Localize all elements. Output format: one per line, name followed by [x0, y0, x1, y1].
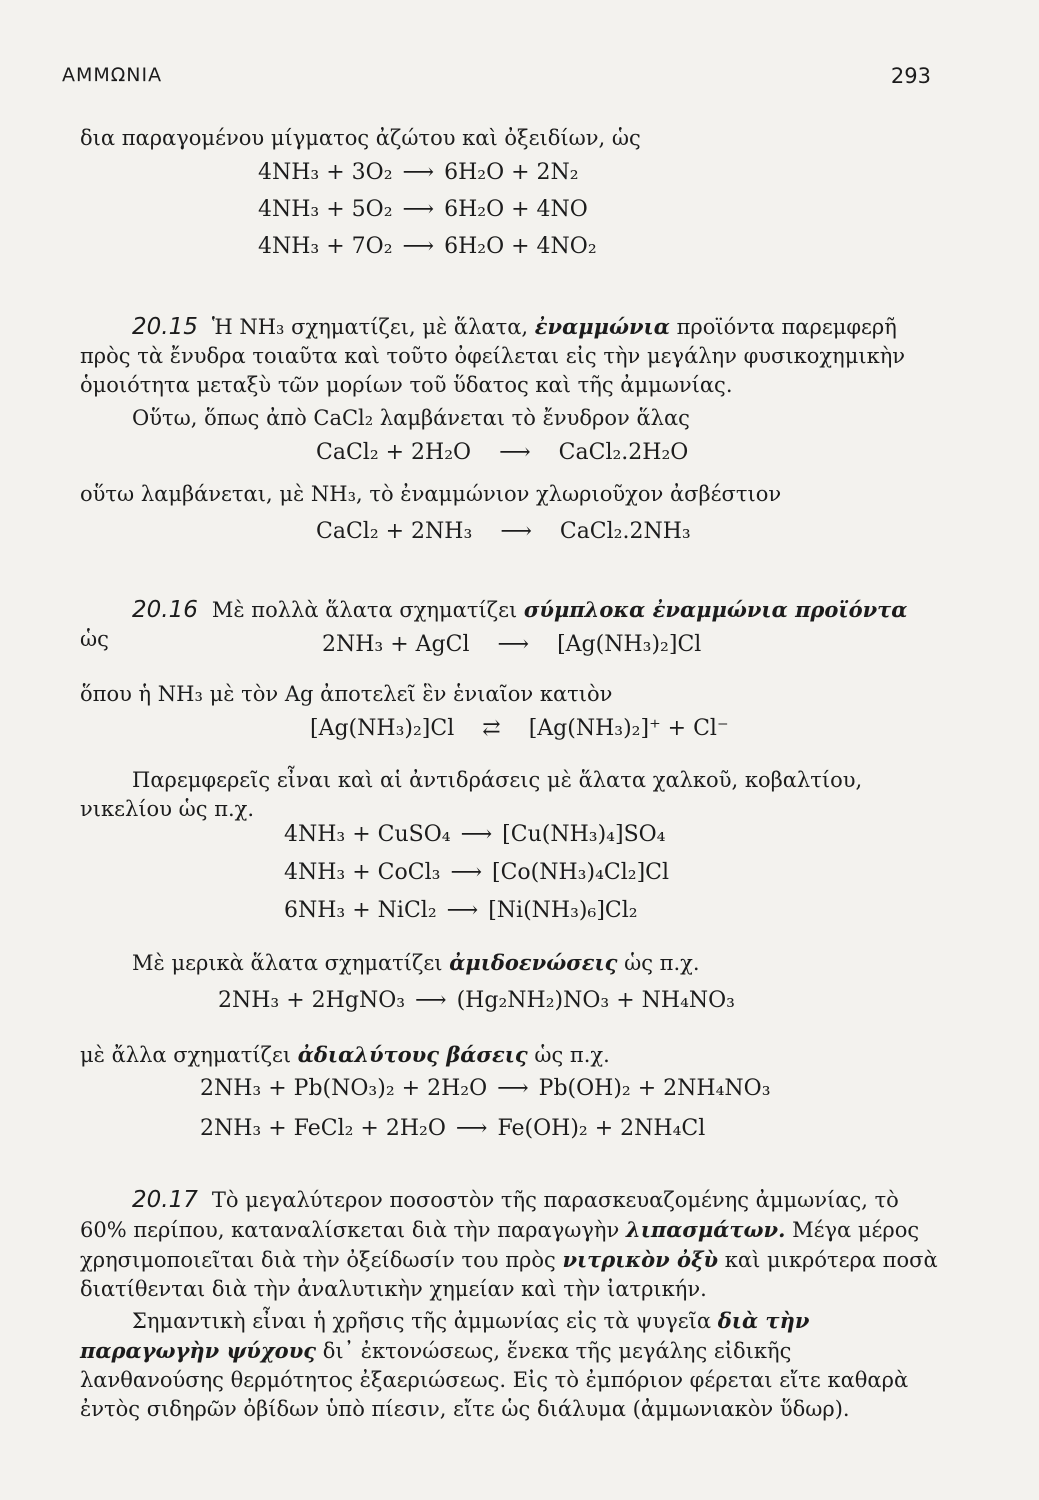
- equation: 4NH₃ + CuSO₄ ⟶ [Cu(NH₃)₄]SO₄: [284, 822, 666, 847]
- equation: 4NH₃ + 7O₂ ⟶ 6H₂O + 4NO₂: [258, 234, 597, 259]
- paragraph: Παρεμφερεῖς εἶναι καὶ αἱ ἀντιδράσεις μὲ ἅλατα χαλκοῦ, κοβαλτίου, νικελίου ὡς π.χ.: [80, 768, 863, 821]
- page-number: 293: [890, 64, 931, 88]
- equation: CaCl₂ + 2H₂O ⟶ CaCl₂.2H₂O: [316, 440, 689, 465]
- equation: 2NH₃ + Pb(NO₃)₂ + 2H₂O ⟶ Pb(OH)₂ + 2NH₄NO₃: [200, 1076, 771, 1101]
- section-number: 20.17: [132, 1187, 198, 1213]
- equation: 4NH₃ + CoCl₃ ⟶ [Co(NH₃)₄Cl₂]Cl: [284, 860, 670, 885]
- section-20-15-paragraph: 20.15 Ἡ NH₃ σχηματίζει, μὲ ἅλατα, ἐναμμώνια προϊόντα παρεμφερῆ πρὸς τὰ ἔνυδρα τοιαῦτα καὶ τοῦτο ὀφείλεται εἰς τὴν μεγάλην φυσικοχημικὴν ὁμοιότητα μεταξὺ τῶν μορίων τοῦ ὕδατος καὶ τῆς ἀμμωνίας.: [80, 314, 906, 397]
- paragraph: Σημαντικὴ εἶναι ἡ χρῆσις τῆς ἀμμωνίας εἰς τὰ ψυγεῖα διὰ τὴν παραγωγὴν ψύχους δι᾽ ἐκτονώσεως, ἕνεκα τῆς μεγάλης εἰδικῆς λανθανούσης θερμότητος ἐξαεριώσεως. Εἰς τὸ ἐμπόριον φέρεται εἴτε καθαρὰ ἐντὸς σιδηρῶν ὀβίδων ὑπὸ πίεσιν, εἴτε ὡς διάλυμα (ἀμμωνιακὸν ὕδωρ).: [80, 1308, 909, 1421]
- paragraph: Μὲ μερικὰ ἅλατα σχηματίζει ἀμιδοενώσεις ὡς π.χ.: [132, 950, 700, 975]
- equation: 2NH₃ + 2HgNO₃ ⟶ (Hg₂NH₂)NO₃ + NH₄NO₃: [218, 988, 735, 1013]
- equation: [Ag(NH₃)₂]Cl ⇄ [Ag(NH₃)₂]⁺ + Cl⁻: [310, 716, 729, 741]
- paragraph: Οὕτω, ὅπως ἀπὸ CaCl₂ λαμβάνεται τὸ ἔνυδρον ἅλας: [132, 406, 690, 430]
- equation: 2NH₃ + FeCl₂ + 2H₂O ⟶ Fe(OH)₂ + 2NH₄Cl: [200, 1116, 706, 1141]
- section-20-17-paragraph: 20.17 Τὸ μεγαλύτερον ποσοστὸν τῆς παρασκευαζομένης ἀμμωνίας, τὸ 60% περίπου, καταναλίσκεται διὰ τὴν παραγωγὴν λιπασμάτων. Μέγα μέρος χρησιμοποιεῖται διὰ τὴν ὀξείδωσίν του πρὸς νιτρικὸν ὀξὺ καὶ μικρότερα ποσὰ διατίθενται διὰ τὴν ἀναλυτικὴν χημείαν καὶ τὴν ἰατρικήν.: [80, 1187, 938, 1301]
- section-number: 20.15: [132, 314, 198, 340]
- intro-line: δια παραγομένου μίγματος ἀζώτου καὶ ὀξειδίων, ὡς: [80, 126, 641, 150]
- paragraph: οὕτω λαμβάνεται, μὲ NH₃, τὸ ἐναμμώνιον χλωριοῦχον ἀσβέστιον: [80, 482, 782, 506]
- equation: 2NH₃ + AgCl ⟶ [Ag(NH₃)₂]Cl: [322, 632, 702, 657]
- paragraph: μὲ ἄλλα σχηματίζει ἀδιαλύτους βάσεις ὡς π.χ.: [80, 1042, 610, 1067]
- equation: CaCl₂ + 2NH₃ ⟶ CaCl₂.2NH₃: [316, 519, 691, 544]
- equation: 6NH₃ + NiCl₂ ⟶ [Ni(NH₃)₆]Cl₂: [284, 898, 638, 923]
- paragraph: ὅπου ἡ NH₃ μὲ τὸν Ag ἀποτελεῖ ἓν ἑνιαῖον κατιὸν: [80, 682, 613, 706]
- equation: 4NH₃ + 3O₂ ⟶ 6H₂O + 2N₂: [258, 160, 579, 185]
- section-20-16-paragraph: 20.16 Μὲ πολλὰ ἅλατα σχηματίζει σύμπλοκα ἐναμμώνια προϊόντα ὡς: [80, 597, 908, 651]
- section-number: 20.16: [132, 597, 198, 623]
- equation: 4NH₃ + 5O₂ ⟶ 6H₂O + 4NO: [258, 197, 588, 222]
- running-header-title: ΑΜΜΩΝΙΑ: [62, 64, 163, 86]
